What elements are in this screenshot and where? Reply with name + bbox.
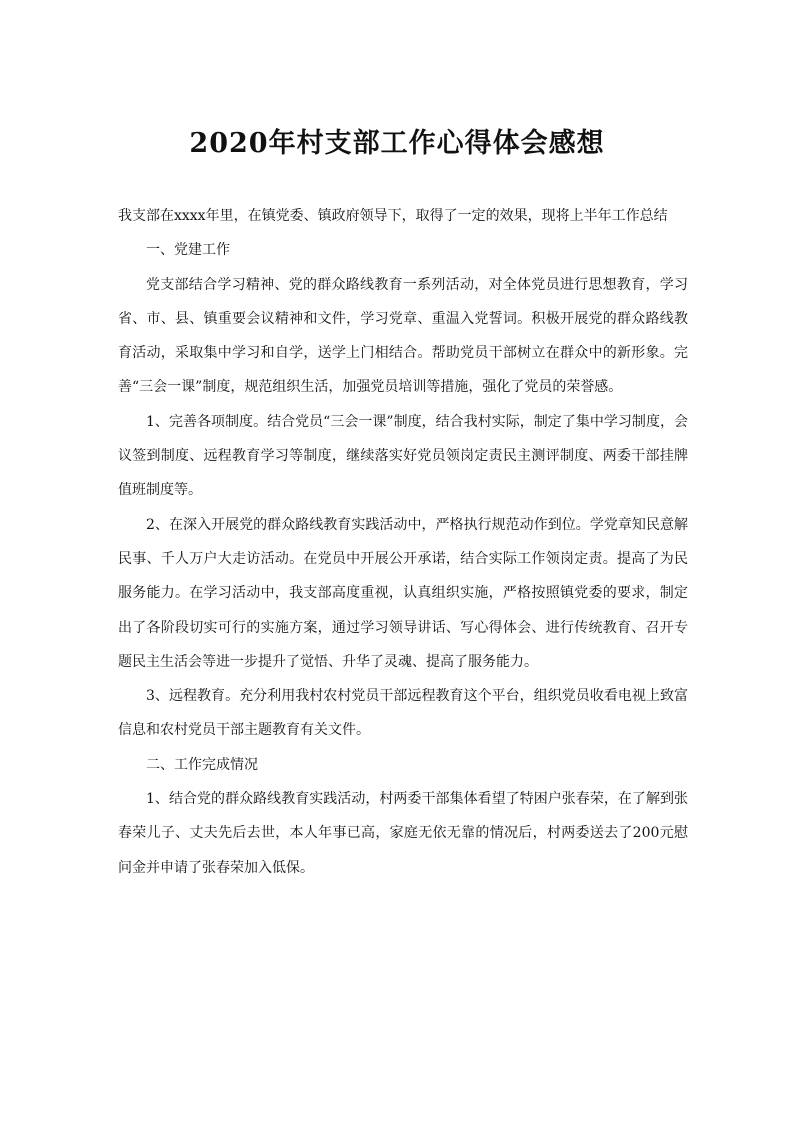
section-heading-party-building: 一、党建工作: [146, 242, 230, 259]
paragraph-item-1-systems: 1、完善各项制度。结合党员“三会一课”制度，结合我村实际，制定了集中学习制度，会议签到制度、远程教育学习等制度，继续落实好党员领岗定责民主测评制度、两委干部挂牌值班制度等。: [118, 413, 688, 499]
document-body: [118, 199, 688, 885]
paragraph-item-3-remote-education: 3、远程教育。充分利用我村农村党员干部远程教育这个平台，组织党员收看电视上致富信息和农村党员干部主题教育有关文件。: [118, 688, 688, 739]
section-heading-work-completion: 二、工作完成情况: [146, 756, 258, 773]
document-title: 2020年村支部工作心得体会感想: [189, 128, 605, 159]
paragraph-item-2-mass-line: 2、在深入开展党的群众路线教育实践活动中，严格执行规范动作到位。学党章知民意解民事、千人万户大走访活动。在党员中开展公开承诺，结合实际工作领岗定责。提高了为民服务能力。在学习活动中，我支部高度重视，认真组织实施，严格按照镇党委的要求，制定出了各阶段切实可行的实施方案，通过学习领导讲话、写心得体会、进行传统教育、召开专题民主生活会等进一步提升了觉悟、升华了灵魂、提高了服务能力。: [118, 516, 688, 670]
paragraph-party-education: 党支部结合学习精神、党的群众路线教育一系列活动，对全体党员进行思想教育，学习省、市、县、镇重要会议精神和文件，学习党章、重温入党誓词。积极开展党的群众路线教育活动，采取集中学习和自学，送学上门相结合。帮助党员干部树立在群众中的新形象。完善“三会一课”制度，规范组织生活，加强党员培训等措施，强化了党员的荣誉感。: [118, 276, 688, 396]
intro-paragraph: 我支部在xxxx年里，在镇党委、镇政府领导下，取得了一定的效果，现将上半年工作总结: [118, 208, 668, 224]
paragraph-work-item-1: 1、结合党的群众路线教育实践活动，村两委干部集体看望了特困户张春荣，在了解到张春荣儿子、丈夫先后去世，本人年事已高，家庭无依无靠的情况后，村两委送去了200元慰问金并申请了张春荣加入低保。: [118, 791, 688, 876]
